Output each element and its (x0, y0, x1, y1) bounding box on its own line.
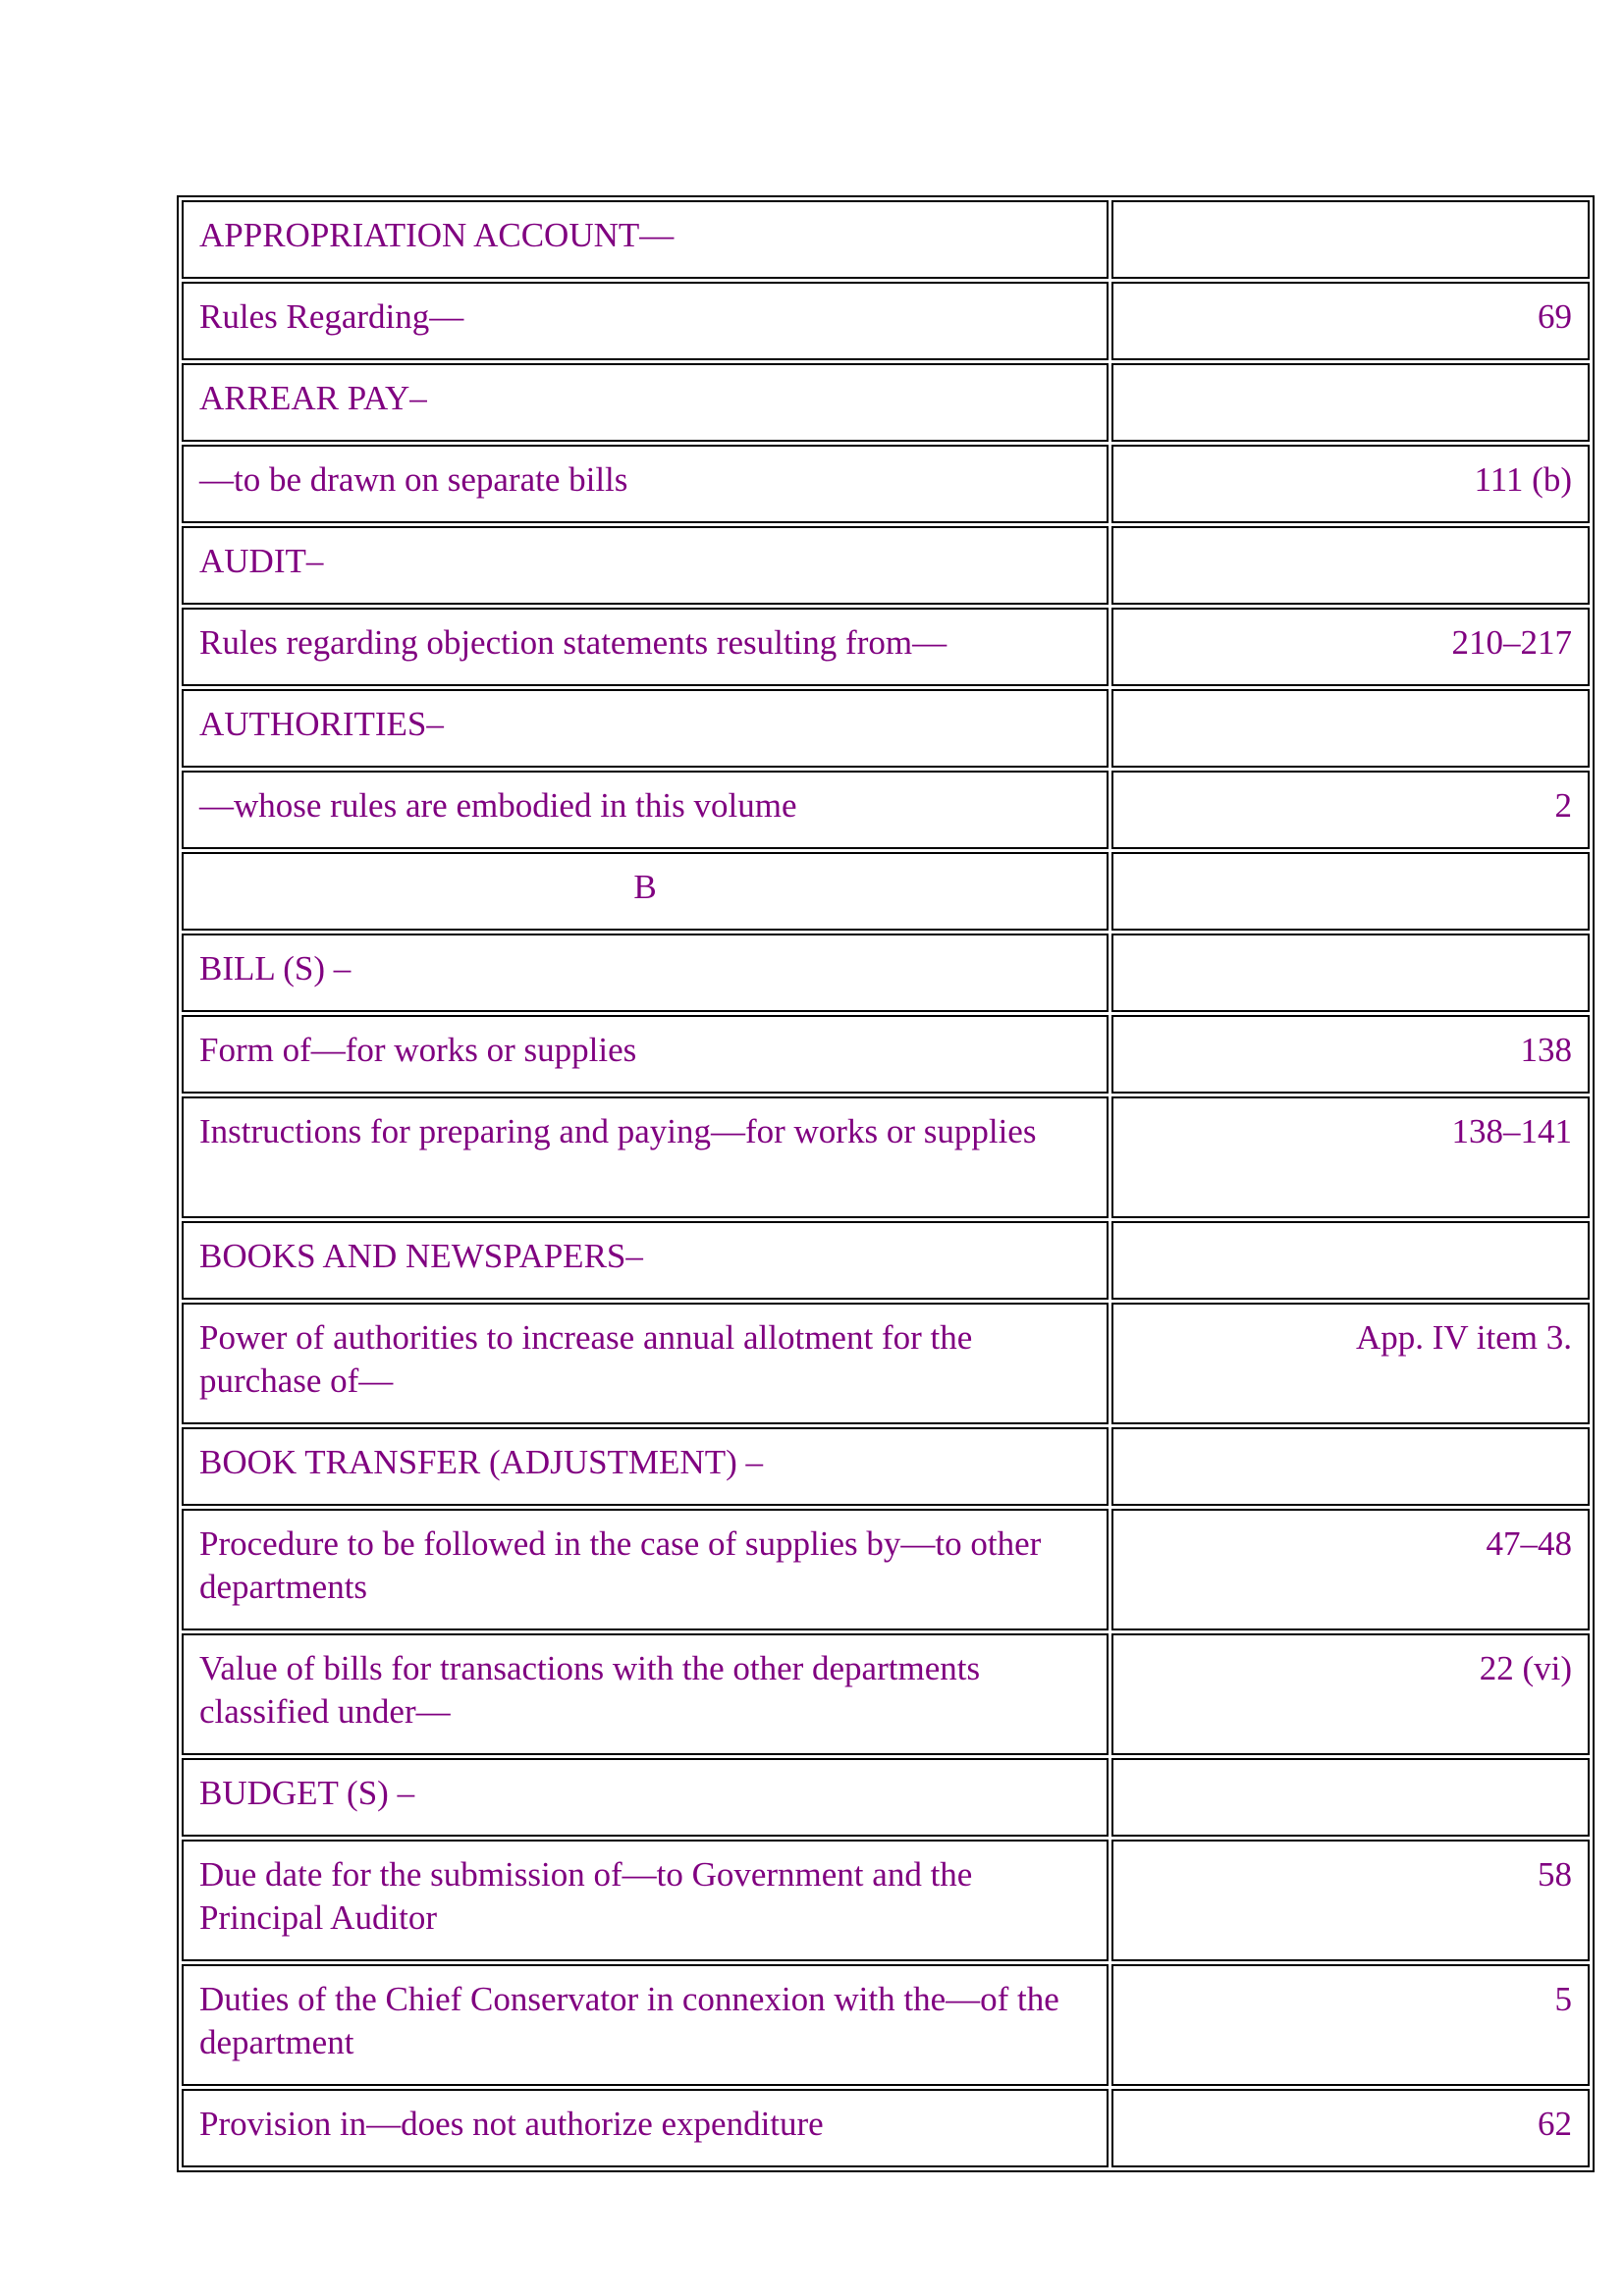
index-reference: 58 (1111, 1840, 1590, 1961)
table-row (182, 1633, 1590, 1755)
table-row (182, 200, 1590, 279)
index-term: —whose rules are embodied in this volume (182, 771, 1109, 849)
table-row (182, 1427, 1590, 1506)
index-reference (1111, 934, 1590, 1012)
index-reference (1111, 1221, 1590, 1300)
index-reference: App. IV item 3. (1111, 1303, 1590, 1424)
index-term: BOOK TRANSFER (ADJUSTMENT) – (182, 1427, 1109, 1506)
index-term: Duties of the Chief Conservator in connexion with the—of the department (182, 1964, 1109, 2086)
index-term: Rules Regarding— (182, 282, 1109, 360)
index-reference: 5 (1111, 1964, 1590, 2086)
index-reference (1111, 1758, 1590, 1837)
index-reference: 22 (vi) (1111, 1633, 1590, 1755)
index-term: APPROPRIATION ACCOUNT— (182, 200, 1109, 279)
section-letter: B (182, 852, 1109, 931)
table-row (182, 852, 1590, 931)
index-term: —to be drawn on separate bills (182, 445, 1109, 523)
index-reference: 138–141 (1111, 1096, 1590, 1218)
table-row (182, 1221, 1590, 1300)
index-term: Form of—for works or supplies (182, 1015, 1109, 1094)
index-reference: 47–48 (1111, 1509, 1590, 1630)
table-row (182, 1509, 1590, 1630)
table-row (182, 526, 1590, 605)
index-reference (1111, 200, 1590, 279)
index-term: AUTHORITIES– (182, 689, 1109, 768)
index-term: Power of authorities to increase annual allotment for the purchase of— (182, 1303, 1109, 1424)
index-reference (1111, 363, 1590, 442)
index-reference: 2 (1111, 771, 1590, 849)
index-term: BUDGET (S) – (182, 1758, 1109, 1837)
table-row (182, 282, 1590, 360)
table-row (182, 689, 1590, 768)
table-row (182, 1964, 1590, 2086)
table-row (182, 1840, 1590, 1961)
index-reference (1111, 526, 1590, 605)
index-term: Procedure to be followed in the case of supplies by—to other departments (182, 1509, 1109, 1630)
table-row (182, 1096, 1590, 1218)
index-term: Instructions for preparing and paying—for works or supplies (182, 1096, 1109, 1218)
index-term: AUDIT– (182, 526, 1109, 605)
index-reference (1111, 689, 1590, 768)
index-reference: 69 (1111, 282, 1590, 360)
table-row (182, 771, 1590, 849)
table-row (182, 2089, 1590, 2167)
index-reference (1111, 1427, 1590, 1506)
table-row (182, 363, 1590, 442)
index-term: Value of bills for transactions with the other departments classified under— (182, 1633, 1109, 1755)
table-row (182, 934, 1590, 1012)
index-reference (1111, 852, 1590, 931)
table-row (182, 1303, 1590, 1424)
index-term: Provision in—does not authorize expenditure (182, 2089, 1109, 2167)
table-row (182, 1015, 1590, 1094)
index-term: Due date for the submission of—to Government and the Principal Auditor (182, 1840, 1109, 1961)
index-reference: 210–217 (1111, 608, 1590, 686)
index-reference: 138 (1111, 1015, 1590, 1094)
index-term: BILL (S) – (182, 934, 1109, 1012)
index-term: Rules regarding objection statements resulting from— (182, 608, 1109, 686)
index-reference: 62 (1111, 2089, 1590, 2167)
index-reference: 111 (b) (1111, 445, 1590, 523)
table-row (182, 1758, 1590, 1837)
table-row (182, 608, 1590, 686)
index-term: BOOKS AND NEWSPAPERS– (182, 1221, 1109, 1300)
index-term: ARREAR PAY– (182, 363, 1109, 442)
index-table (177, 195, 1595, 2172)
table-row (182, 445, 1590, 523)
